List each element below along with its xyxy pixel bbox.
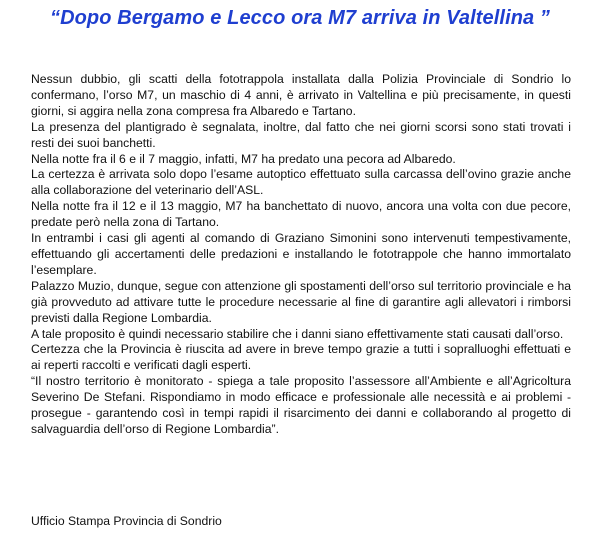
paragraph: Nessun dubbio, gli scatti della fototrappola installata dalla Polizia Provinciale di Sondrio lo confermano, l’orso M7, un maschio di 4 anni, è arrivato in Valtellina e più precisamente, in questi giorni, si aggira nella zona compresa fra Albaredo e Tartano. [31, 72, 571, 118]
document-footer: Ufficio Stampa Provincia di Sondrio [31, 514, 222, 528]
paragraph: A tale proposito è quindi necessario stabilire che i danni siano effettivamente stati causati dall’orso. [31, 326, 564, 341]
paragraph: La presenza del plantigrado è segnalata, inoltre, dal fatto che nei giorni scorsi sono stati trovati i resti dei suoi banchetti. [31, 119, 571, 150]
paragraph: Certezza che la Provincia è riuscita ad avere in breve tempo grazie a tutti i sopralluoghi effettuati e ai reperti raccolti e verificati dagli esperti. [31, 342, 571, 373]
paragraph: “Il nostro territorio è monitorato - spiega a tale proposito l’assessore all’Ambiente e all’Agricoltura Severino De Stefani. Rispondiamo in modo efficace e professionale alle necessità e ai problemi - prosegue - garantendo così in tempi rapidi il risarcimento dei danni e collaborando al progetto di salvaguardia dell’orso di Regione Lombardia”. [31, 374, 571, 436]
paragraph: Palazzo Muzio, dunque, segue con attenzione gli spostamenti dell’orso sul territorio provinciale e ha già provveduto ad attivare tutte le procedure necessarie al fine di garantire agli allevatori i rimborsi previsti dalla Regione Lombardia. [31, 278, 571, 325]
document-title: “Dopo Bergamo e Lecco ora M7 arriva in Valtellina ” [49, 7, 551, 29]
document-body [31, 72, 571, 438]
paragraph: Nella notte fra il 6 e il 7 maggio, infatti, M7 ha predato una pecora ad Albaredo. [31, 151, 456, 166]
paragraph: La certezza è arrivata solo dopo l’esame autoptico effettuato sulla carcassa dell’ovino grazie anche alla collaborazione del veterinario dell’ASL. [31, 167, 571, 198]
paragraph: In entrambi i casi gli agenti al comando di Graziano Simonini sono intervenuti tempestivamente, effettuando gli accertamenti delle predazioni e installando le fototrappole che hanno immortalato l’esemplare. [31, 231, 571, 277]
paragraph: Nella notte fra il 12 e il 13 maggio, M7 ha banchettato di nuovo, ancora una volta con due pecore, predate però nella zona di Tartano. [31, 199, 571, 230]
